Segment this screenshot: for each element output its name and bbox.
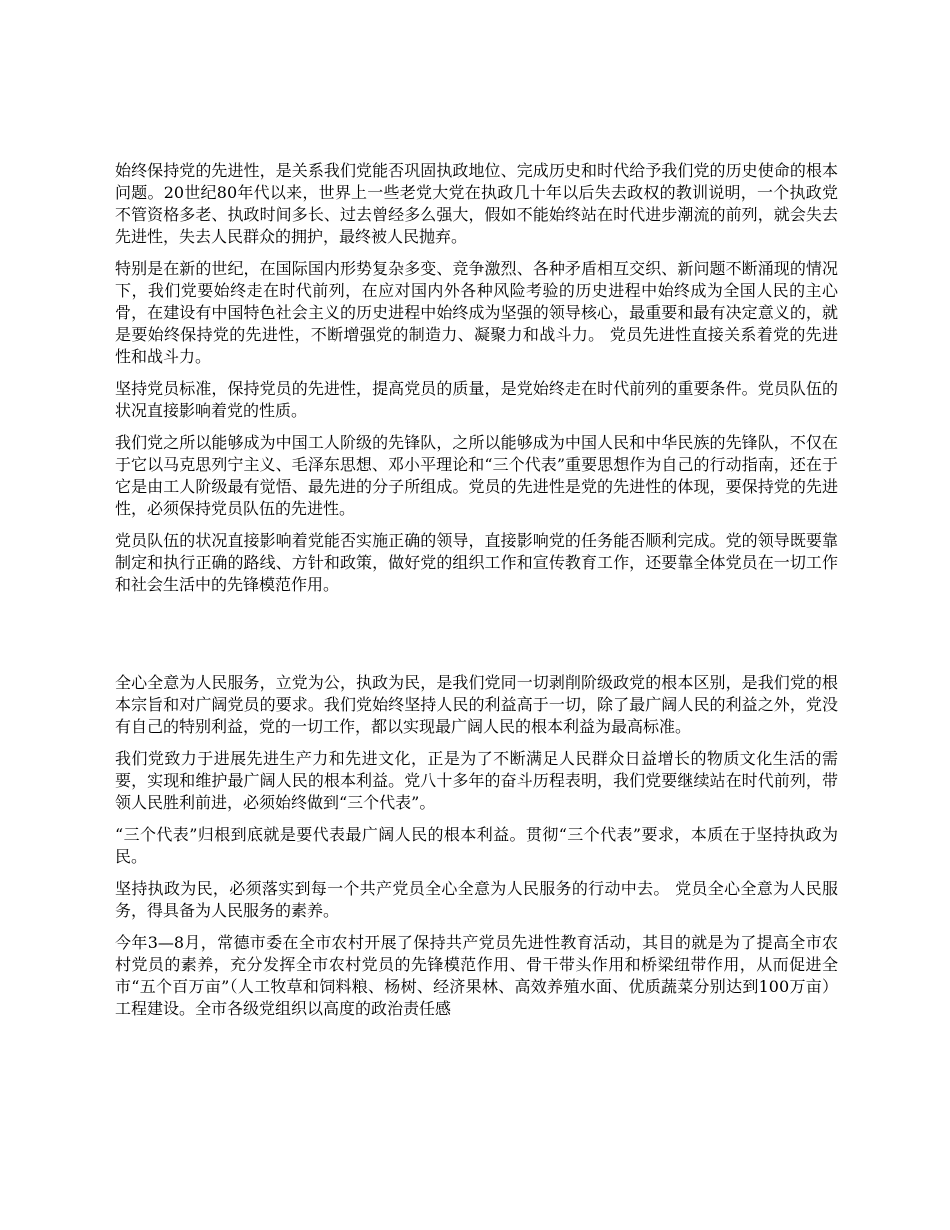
section-divider [115, 606, 838, 672]
paragraph: 我们党致力于进展先进生产力和先进文化，正是为了不断满足人民群众日益增长的物质文化生活的需要，实现和维护最广阔人民的根本利益。党八十多年的奋斗历程表明，我们党要继续站在时代前列，带领人民胜利前进，必须始终做到“三个代表”。 [115, 749, 838, 812]
paragraph: 今年3—8月，常德市委在全市农村开展了保持共产党员先进性教育活动，其目的就是为了提高全市农村党员的素养，充分发挥全市农村党员的先锋模范作用、骨干带头作用和桥梁纽带作用，从而促进全市“五个百万亩”（人工牧草和饲料粮、杨树、经济果林、高效养殖水面、优质蔬菜分别达到100万亩）工程建设。全市各级党组织以高度的政治责任感 [115, 933, 838, 1018]
paragraph: “三个代表”归根到底就是要代表最广阔人民的根本利益。贯彻“三个代表”要求，本质在于坚持执政为民。 [115, 825, 838, 866]
paragraph: 坚持党员标准，保持党员的先进性，提高党员的质量，是党始终走在时代前列的重要条件。党员队伍的状况直接影响着党的性质。 [115, 379, 838, 420]
paragraph: 始终保持党的先进性，是关系我们党能否巩固执政地位、完成历史和时代给予我们党的历史使命的根本问题。20世纪80年代以来，世界上一些老党大党在执政几十年以后失去政权的教训说明，一个执政党不管资格多老、执政时间多长、过去曾经多么强大，假如不能始终站在时代进步潮流的前列，就会失去先进性，失去人民群众的拥护，最终被人民抛弃。 [115, 161, 838, 246]
paragraph: 坚持执政为民，必须落实到每一个共产党员全心全意为人民服务的行动中去。 党员全心全意为人民服务，得具备为人民服务的素养。 [115, 879, 838, 920]
paragraph: 特别是在新的世纪，在国际国内形势复杂多变、竞争激烈、各种矛盾相互交织、新问题不断涌现的情况下，我们党要始终走在时代前列，在应对国内外各种风险考验的历史进程中始终成为全国人民的主心骨，在建设有中国特色社会主义的历史进程中始终成为坚强的领导核心，最重要和最有决定意义的，就是要始终保持党的先进性，不断增强党的制造力、凝聚力和战斗力。 党员先进性直接关系着党的先进性和战斗力。 [115, 259, 838, 366]
paragraph: 我们党之所以能够成为中国工人阶级的先锋队，之所以能够成为中国人民和中华民族的先锋队，不仅在于它以马克思列宁主义、毛泽东思想、邓小平理论和“三个代表”重要思想作为自己的行动指南，还在于它是由工人阶级最有觉悟、最先进的分子所组成。党员的先进性是党的先进性的体现，要保持党的先进性，必须保持党员队伍的先进性。 [115, 433, 838, 518]
paragraph: 党员队伍的状况直接影响着党能否实施正确的领导，直接影响党的任务能否顺利完成。党的领导既要靠制定和执行正确的路线、方针和政策，做好党的组织工作和宣传教育工作，还要靠全体党员在一切工作和社会生活中的先锋模范作用。 [115, 531, 838, 594]
document-body [115, 160, 838, 1030]
paragraph: 全心全意为人民服务，立党为公，执政为民，是我们党同一切剥削阶级政党的根本区别，是我们党的根本宗旨和对广阔党员的要求。我们党始终坚持人民的利益高于一切，除了最广阔人民的利益之外，党没有自己的特别利益，党的一切工作，都以实现最广阔人民的根本利益为最高标准。 [115, 673, 838, 736]
